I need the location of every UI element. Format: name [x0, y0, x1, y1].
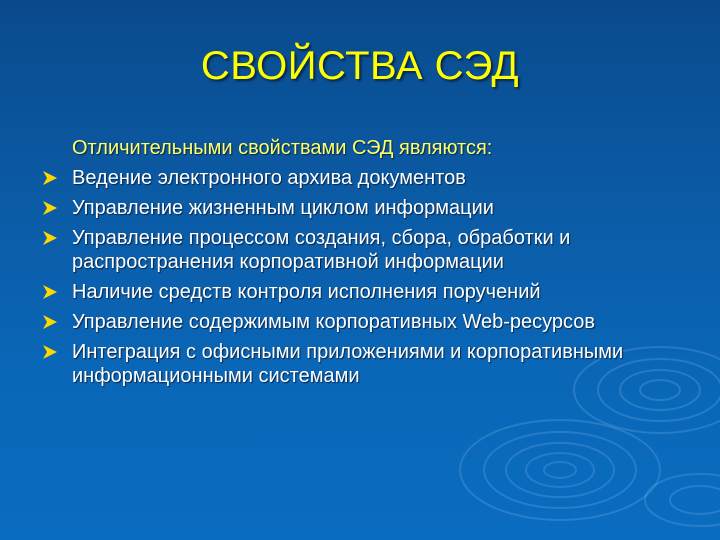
slide-title: СВОЙСТВА СЭД [200, 44, 520, 88]
property-list [42, 166, 682, 394]
list-item-text: Управление жизненным циклом информации [72, 197, 494, 219]
arrowhead-icon [42, 201, 57, 215]
list-item [42, 226, 682, 274]
list-item [42, 340, 682, 388]
list-item-text: Ведение электронного архива документов [72, 167, 466, 189]
arrowhead-icon [42, 315, 57, 329]
list-item [42, 196, 682, 220]
list-item [42, 166, 682, 190]
list-item-text: Управление содержимым корпоративных Web-ресурсов [72, 311, 595, 333]
list-item [42, 310, 682, 334]
list-item-text: Управление процессом создания, сбора, обработки и распространения корпоративной информации [72, 227, 571, 273]
list-item [42, 280, 682, 304]
arrowhead-icon [42, 345, 57, 359]
intro-text: Отличительными свойствами СЭД являются: [72, 137, 493, 159]
list-item-text: Наличие средств контроля исполнения поручений [72, 281, 541, 303]
arrowhead-icon [42, 171, 57, 185]
arrowhead-icon [42, 285, 57, 299]
list-item-text: Интеграция с офисными приложениями и корпоративными информационными системами [72, 341, 624, 387]
arrowhead-icon [42, 231, 57, 245]
